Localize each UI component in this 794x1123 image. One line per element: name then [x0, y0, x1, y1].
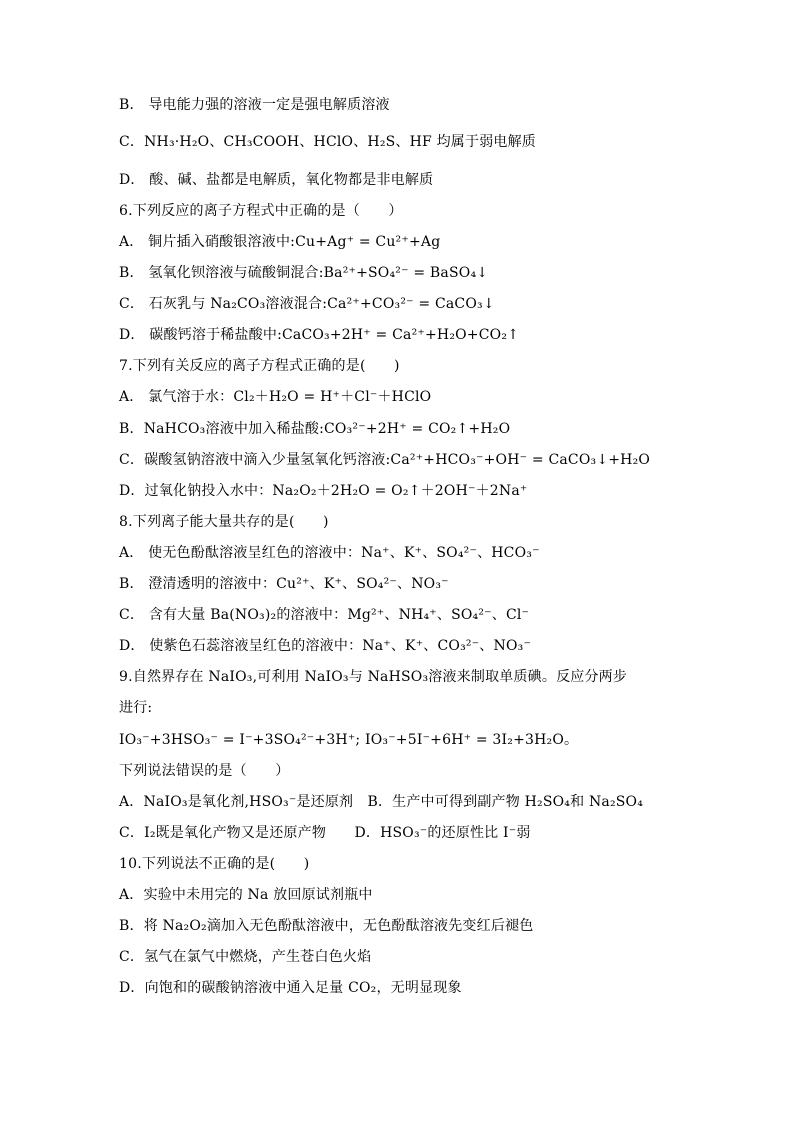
question-8: 8.下列离子能大量共存的是( ) — [119, 514, 329, 530]
options-9ab: A．NaIO₃是氧化剂,HSO₃⁻是还原剂 B．生产中可得到副产物 H₂SO₄和 Na₂SO₄ — [119, 794, 644, 810]
option-7d: D．过氧化钠投入水中：Na₂O₂＋2H₂O = O₂↑＋2OH⁻＋2Na⁺ — [119, 483, 528, 499]
option-7b: B．NaHCO₃溶液中加入稀盐酸:CO₃²⁻+2H⁺ = CO₂↑+H₂O — [119, 421, 511, 437]
option-7c: C．碳酸氢钠溶液中滴入少量氢氧化钙溶液:Ca²⁺+HCO₃⁻+OH⁻ = CaCO₃↓+H₂O — [119, 452, 651, 468]
option-10d: D．向饱和的碳酸钠溶液中通入足量 CO₂，无明显现象 — [119, 980, 462, 996]
option-5c: C．NH₃·H₂O、CH₃COOH、HClO、H₂S、HF 均属于弱电解质 — [119, 134, 537, 150]
option-6d: D． 碳酸钙溶于稀盐酸中:CaCO₃+2H⁺ = Ca²⁺+H₂O+CO₂↑ — [119, 327, 520, 343]
question-6: 6.下列反应的离子方程式中正确的是（ ） — [119, 203, 403, 219]
option-10c: C．氢气在氯气中燃烧，产生苍白色火焰 — [119, 949, 372, 965]
option-10b: B．将 Na₂O₂滴加入无色酚酞溶液中，无色酚酞溶液先变红后褪色 — [119, 918, 534, 934]
option-6c: C． 石灰乳与 Na₂CO₃溶液混合:Ca²⁺+CO₃²⁻ = CaCO₃↓ — [119, 296, 495, 312]
options-9cd: C．I₂既是氧化产物又是还原产物 D．HSO₃⁻的还原性比 I⁻弱 — [119, 825, 531, 841]
option-7a: A． 氯气溶于水：Cl₂＋H₂O = H⁺＋Cl⁻＋HClO — [119, 389, 432, 405]
option-6a: A． 铜片插入硝酸银溶液中:Cu+Ag⁺ = Cu²⁺+Ag — [119, 234, 441, 250]
question-10: 10.下列说法不正确的是( ) — [119, 856, 310, 872]
question-9: 9.自然界存在 NaIO₃,可利用 NaIO₃与 NaHSO₃溶液来制取单质碘。反应分两步 — [119, 669, 628, 685]
reaction-equations: IO₃⁻+3HSO₃⁻ = I⁻+3SO₄²⁻+3H⁺; IO₃⁻+5I⁻+6H⁺ = 3I₂+3H₂O。 — [119, 732, 579, 748]
option-8a: A． 使无色酚酞溶液呈红色的溶液中：Na⁺、K⁺、SO₄²⁻、HCO₃⁻ — [119, 545, 540, 561]
option-5b: B． 导电能力强的溶液一定是强电解质溶液 — [119, 97, 390, 113]
option-5d: D． 酸、碱、盐都是电解质，氧化物都是非电解质 — [119, 172, 434, 188]
question-7: 7.下列有关反应的离子方程式正确的是( ) — [119, 358, 400, 374]
question-9-cont: 进行: — [119, 700, 153, 716]
option-10a: A．实验中未用完的 Na 放回原试剂瓶中 — [119, 887, 373, 903]
option-8d: D． 使紫色石蕊溶液呈红色的溶液中：Na⁺、K⁺、CO₃²⁻、NO₃⁻ — [119, 638, 532, 654]
option-8c: C． 含有大量 Ba(NO₃)₂的溶液中：Mg²⁺、NH₄⁺、SO₄²⁻、Cl⁻ — [119, 607, 530, 623]
question-9-prompt: 下列说法错误的是（ ） — [119, 763, 290, 779]
option-6b: B． 氢氧化钡溶液与硫酸铜混合:Ba²⁺+SO₄²⁻ = BaSO₄↓ — [119, 265, 489, 281]
option-8b: B． 澄清透明的溶液中：Cu²⁺、K⁺、SO₄²⁻、NO₃⁻ — [119, 576, 449, 592]
